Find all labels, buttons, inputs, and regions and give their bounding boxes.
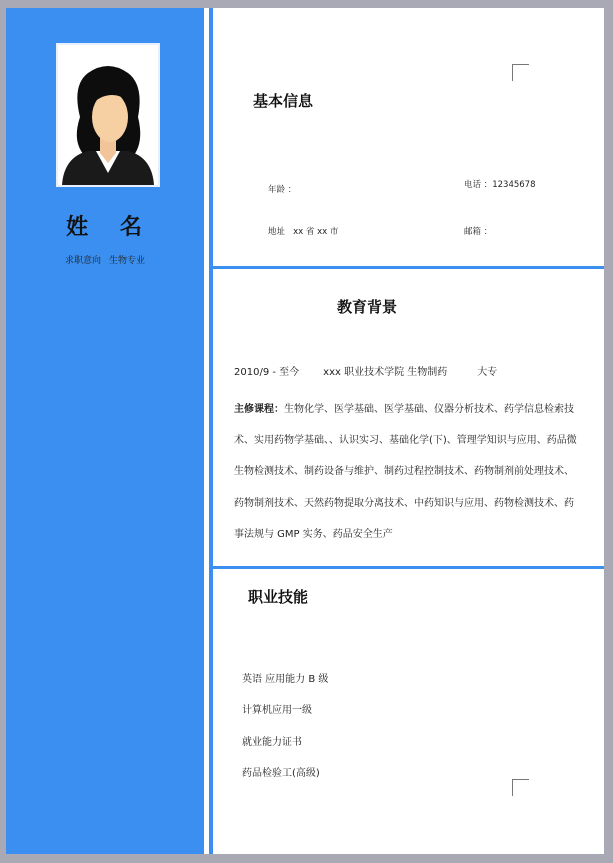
corner-mark [512,64,529,81]
divider-education-skills [213,566,604,569]
job-intent-value: 生物专业 [109,256,146,266]
section-title-basic-info: 基本信息 [253,92,314,110]
divider-basic-education [213,266,604,269]
education-degree: 大专 [477,367,498,378]
skill-item: 计算机应用一级 [242,705,312,716]
divider-vertical [209,8,213,854]
sidebar [6,8,204,854]
person-name: 姓 名 [66,215,154,240]
phone-field [464,178,535,190]
profile-photo [56,43,160,187]
phone-label: 电话 [464,180,482,190]
female-avatar-icon [58,45,158,185]
education-entry [234,363,497,378]
address-label: 地址 [268,227,286,237]
job-intent-label: 求职意向 [64,256,101,266]
age-field: 年龄 ： [268,185,297,195]
email-field: 邮箱 ： [464,227,493,237]
address-field [268,225,338,237]
job-intent [6,253,204,266]
phone-value: ：12345678 [483,180,536,190]
courses-label: 主修课程： [234,404,284,415]
education-major: 生物制药 [407,367,448,378]
address-value: xx 省 xx 市 [293,227,339,237]
resume-page [6,8,604,854]
corner-mark [512,779,529,796]
education-period: 2010/9 - 至今 [234,367,300,378]
courses-text: 生物化学、医学基础、医学基础、仪器分析技术、药学信息检索技术、实用药物学基础、、认识实习、基础化学(下)、管理学知识与应用、药品微生物检测技术、制药设备与维护、制药过程控制技术、药物制剂前处理技术、药物制剂技术、天然药物提取分离技术、中药知识与应用、药物检测技术、药事法规与 GMP 实务、药品安全生产 [234,404,577,540]
section-title-education: 教育背景 [337,298,398,316]
skill-item: 英语 应用能力 B 级 [242,674,329,685]
courses-paragraph [234,394,579,550]
section-title-skills: 职业技能 [248,588,309,606]
skill-item: 就业能力证书 [242,737,302,748]
education-school: xxx 职业技术学院 [323,367,405,378]
skill-item: 药品检验工(高级) [242,768,320,779]
